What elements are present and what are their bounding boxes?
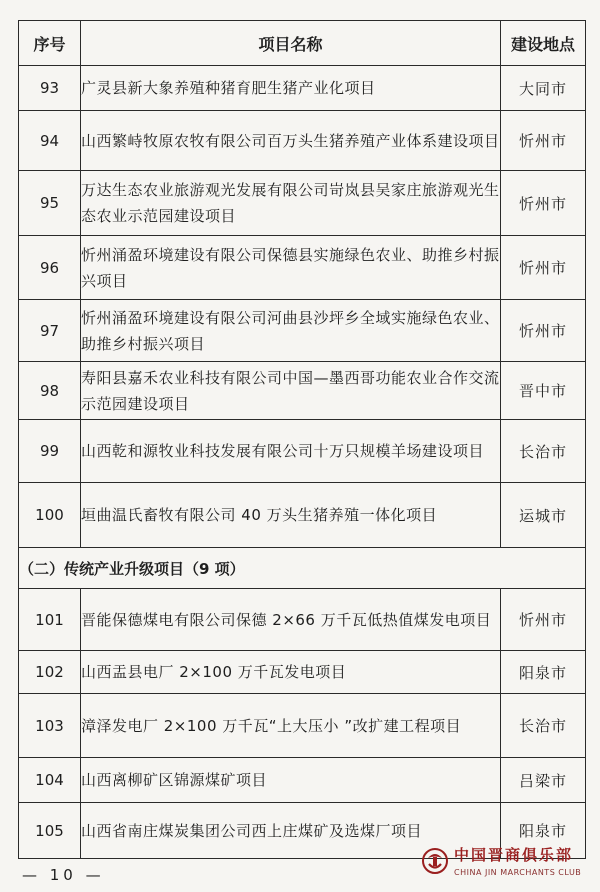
row-location: 忻州市 (501, 589, 586, 651)
row-location: 长治市 (501, 420, 586, 483)
table-row (19, 651, 586, 694)
row-seq: 103 (19, 694, 81, 758)
project-table (18, 20, 586, 859)
header-seq: 序号 (19, 21, 81, 66)
row-seq: 100 (19, 483, 81, 548)
row-location: 忻州市 (501, 111, 586, 171)
table-row (19, 300, 586, 362)
watermark-subtitle: CHINA JIN MARCHANTS CLUB (454, 868, 582, 877)
section-title: （二）传统产业升级项目（9 项） (19, 548, 586, 589)
section-row (19, 548, 586, 589)
row-name: 忻州涌盈环境建设有限公司河曲县沙坪乡全域实施绿色农业、助推乡村振兴项目 (81, 300, 501, 362)
row-seq: 104 (19, 758, 81, 803)
row-seq: 105 (19, 803, 81, 859)
row-seq: 96 (19, 236, 81, 300)
table-row (19, 111, 586, 171)
row-location: 阳泉市 (501, 651, 586, 694)
row-seq: 99 (19, 420, 81, 483)
row-seq: 97 (19, 300, 81, 362)
table-row (19, 420, 586, 483)
row-seq: 95 (19, 171, 81, 236)
row-seq: 93 (19, 66, 81, 111)
row-seq: 98 (19, 362, 81, 420)
header-name: 项目名称 (81, 21, 501, 66)
row-location: 忻州市 (501, 171, 586, 236)
table-row (19, 236, 586, 300)
row-location: 晋中市 (501, 362, 586, 420)
row-location: 阳泉市 (501, 803, 586, 859)
table-row (19, 483, 586, 548)
row-name: 山西省南庄煤炭集团公司西上庄煤矿及选煤厂项目 (81, 803, 501, 859)
row-name: 山西盂县电厂 2×100 万千瓦发电项目 (81, 651, 501, 694)
header-location: 建设地点 (501, 21, 586, 66)
table-row (19, 66, 586, 111)
table-row (19, 758, 586, 803)
row-name: 忻州涌盈环境建设有限公司保德县实施绿色农业、助推乡村振兴项目 (81, 236, 501, 300)
table-row (19, 589, 586, 651)
row-name: 山西繁峙牧原农牧有限公司百万头生猪养殖产业体系建设项目 (81, 111, 501, 171)
watermark-title: 中国晋商俱乐部 (454, 846, 574, 864)
row-name: 万达生态农业旅游观光发展有限公司岢岚县吴家庄旅游观光生态农业示范园建设项目 (81, 171, 501, 236)
table-row (19, 362, 586, 420)
row-name: 山西离柳矿区锦源煤矿项目 (81, 758, 501, 803)
jin-club-logo-icon (420, 846, 450, 876)
row-name: 晋能保德煤电有限公司保德 2×66 万千瓦低热值煤发电项目 (81, 589, 501, 651)
row-seq: 94 (19, 111, 81, 171)
row-location: 忻州市 (501, 236, 586, 300)
row-name: 漳泽发电厂 2×100 万千瓦“上大压小 ”改扩建工程项目 (81, 694, 501, 758)
table-header-row (19, 21, 586, 66)
row-name: 广灵县新大象养殖种猪育肥生猪产业化项目 (81, 66, 501, 111)
table-row (19, 694, 586, 758)
row-location: 吕梁市 (501, 758, 586, 803)
row-name: 寿阳县嘉禾农业科技有限公司中国—墨西哥功能农业合作交流示范园建设项目 (81, 362, 501, 420)
row-location: 忻州市 (501, 300, 586, 362)
row-seq: 101 (19, 589, 81, 651)
row-seq: 102 (19, 651, 81, 694)
table-row (19, 171, 586, 236)
row-location: 运城市 (501, 483, 586, 548)
page-number: — 10 — (22, 866, 105, 884)
row-name: 垣曲温氏畜牧有限公司 40 万头生猪养殖一体化项目 (81, 483, 501, 548)
club-watermark (420, 842, 596, 888)
row-name: 山西乾和源牧业科技发展有限公司十万只规模羊场建设项目 (81, 420, 501, 483)
row-location: 长治市 (501, 694, 586, 758)
row-location: 大同市 (501, 66, 586, 111)
